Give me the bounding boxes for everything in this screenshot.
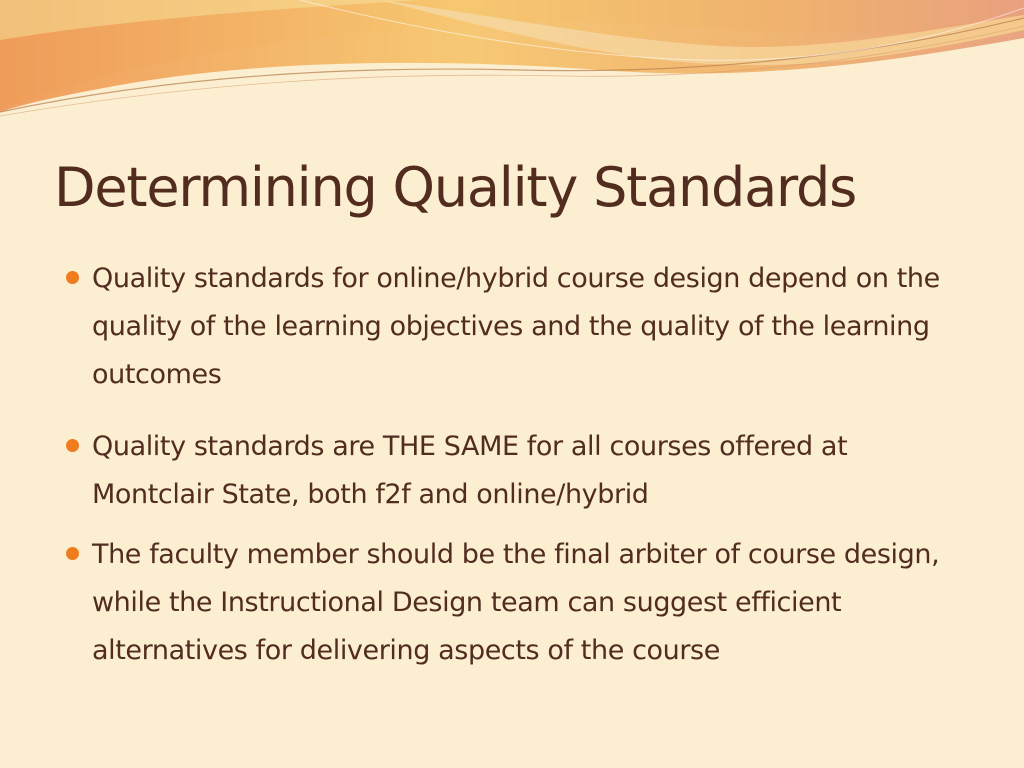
- bullet-text: Quality standards are THE SAME for all courses offered at Montclair State, both f2f and online/hybrid: [92, 431, 848, 510]
- header-wave-decoration: [0, 0, 1024, 130]
- bullet-item: [60, 423, 960, 519]
- bullet-dot-icon: [66, 271, 79, 284]
- bullet-text: The faculty member should be the final arbiter of course design, while the Instructional Design team can suggest efficient alternatives for delivering aspects of the course: [92, 539, 940, 666]
- bullet-dot-icon: [66, 439, 79, 452]
- bullet-dot-icon: [66, 547, 79, 560]
- bullet-list: [60, 255, 960, 699]
- bullet-item: [60, 531, 960, 675]
- bullet-item: [60, 255, 960, 399]
- bullet-text: Quality standards for online/hybrid course design depend on the quality of the learning objectives and the quality of the learning outcomes: [92, 263, 940, 390]
- slide-title: Determining Quality Standards: [54, 156, 857, 219]
